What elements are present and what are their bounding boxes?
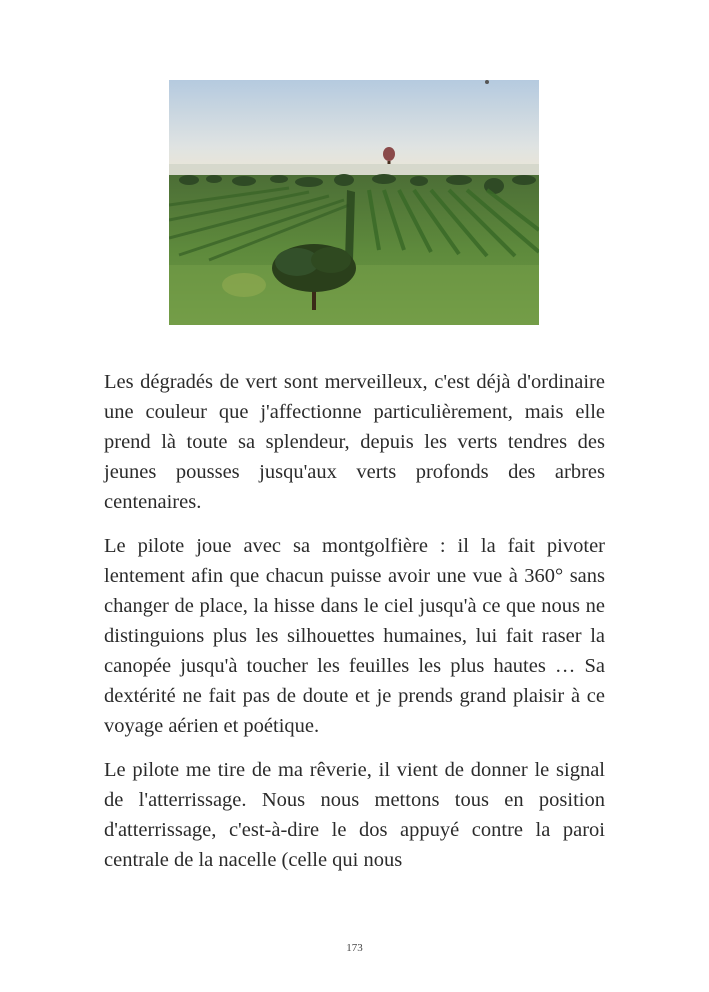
page-number: 173 [346, 942, 363, 954]
body-text [104, 367, 605, 889]
paragraph-3: Le pilote me tire de ma rêverie, il vient de donner le signal de l'atterrissage. Nous nous mettons tous en position d'atterrissage, c'est-à-dire le dos appuyé contre la paroi centrale de la nacelle (celle qui nous [104, 759, 605, 871]
sky [169, 80, 539, 175]
landscape-photo [169, 80, 539, 325]
paragraph-2: Le pilote joue avec sa montgolfière : il la fait pivoter lentement afin que chacun puisse avoir une vue à 360° sans changer de place, la hisse dans le ciel jusqu'à ce que nous ne distinguions plus les silhouettes humaines, lui fait raser la canopée jusqu'à toucher les feuilles les plus hautes … Sa dextérité ne fait pas de doute et je prends grand plaisir à ce voyage aérien et poétique. [104, 535, 605, 737]
paragraph-1: Les dégradés de vert sont merveilleux, c'est déjà d'ordinaire une couleur que j'affectionne particulièrement, mais elle prend là toute sa splendeur, depuis les verts tendres des jeunes pousses jusqu'aux verts profonds des arbres centenaires. [104, 371, 605, 513]
